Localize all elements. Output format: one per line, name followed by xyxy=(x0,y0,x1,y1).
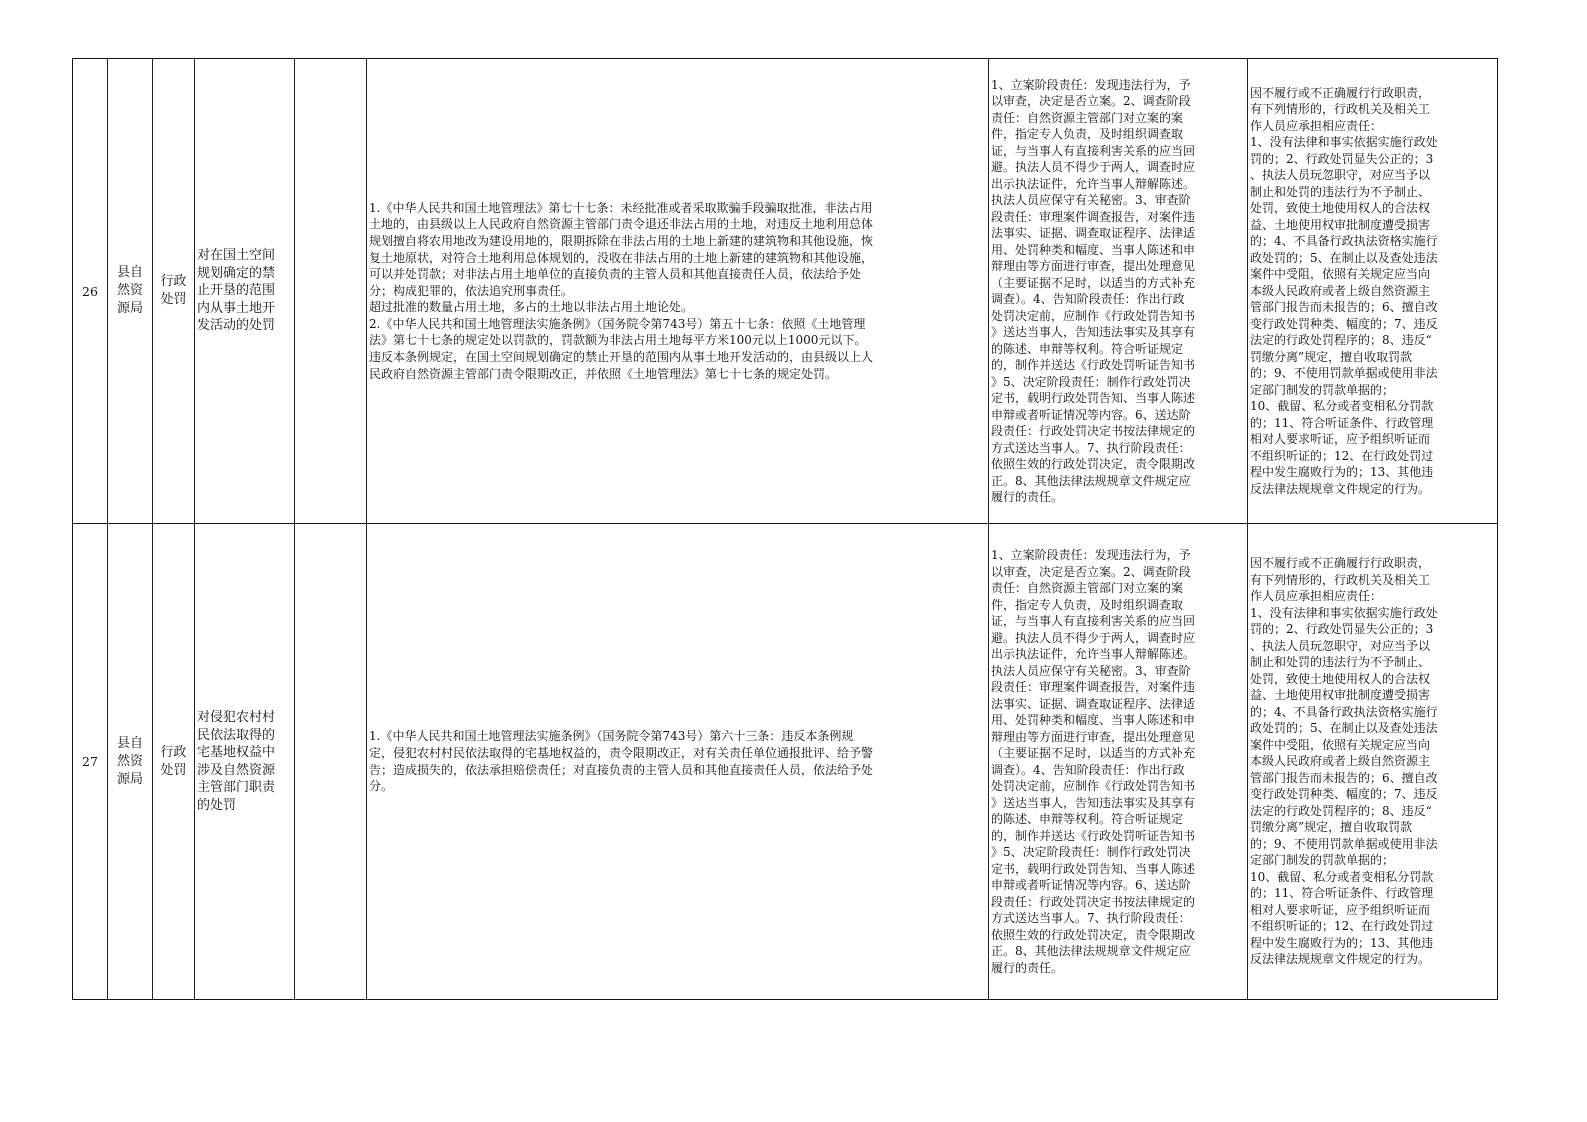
legal-basis-cell xyxy=(367,524,989,1000)
item-name-cell xyxy=(195,59,295,524)
power-type-text: 行政 处罚 xyxy=(160,274,187,307)
empty-cell xyxy=(295,524,367,1000)
accountability-text: 因不履行或不正确履行行政职责， 有下列情形的，行政机关及相关工 作人员应承担相应责任： 1、没有法律和事实依据实施行政处 罚的；2、行政处罚显失公正的；3 、执法人员玩忽职守，对应当予以 制止和处罚的违法行为不予制止、 处罚，致使土地使用权人的合法权 益、土地使用权审批制度遭受损害 的；4、不具备行政执法资格实施行 政处罚的；5、在制止以及查处违法 案件中受阻，依照有关规定应当向 本级人民政府或者上级自然资源主 管部门报告而未报告的；6、擅自改 变行政处罚种类、幅度的；7、违反 法定的行政处罚程序的；8、违反“ 罚缴分离”规定，擅自收取罚款 的；9、不使用罚款单据或使用非法 定部门制发的罚款单据的； 10、截留、私分或者变相私分罚款 的；11、符合听证条件、行政管理 相对人要求听证，应予组织听证而 不组织听证的；12、在行政处罚过 程中发生腐败行为的；13、其他违 反法律法规规章文件规定的行为。 xyxy=(1250,85,1438,496)
accountability-cell xyxy=(1248,59,1498,524)
item-name-text: 对在国土空间 规划确定的禁 止开垦的范围 内从事土地开 发活动的处罚 xyxy=(197,248,276,334)
item-name-cell xyxy=(195,524,295,1000)
row-number-cell xyxy=(73,524,108,1000)
department-text: 县自 然资 源局 xyxy=(116,265,143,316)
accountability-cell xyxy=(1248,524,1498,1000)
department-cell xyxy=(108,59,153,524)
empty-cell xyxy=(295,59,367,524)
legal-basis-cell xyxy=(367,59,989,524)
table-row xyxy=(73,59,1498,524)
power-type-cell xyxy=(153,524,195,1000)
row-number-cell xyxy=(73,59,108,524)
power-list-sheet xyxy=(72,58,1497,1000)
responsibility-cell xyxy=(989,524,1248,1000)
power-type-cell xyxy=(153,59,195,524)
row-number: 27 xyxy=(82,754,98,769)
table-row xyxy=(73,524,1498,1000)
row-number: 26 xyxy=(82,283,98,299)
accountability-text: 因不履行或不正确履行行政职责， 有下列情形的，行政机关及相关工 作人员应承担相应责任： 1、没有法律和事实依据实施行政处 罚的；2、行政处罚显失公正的；3 、执法人员玩忽职守，对应当予以 制止和处罚的违法行为不予制止、 处罚，致使土地使用权人的合法权 益、土地使用权审批制度遭受损害 的；4、不具备行政执法资格实施行 政处罚的；5、在制止以及查处违法 案件中受阻，依照有关规定应当向 本级人民政府或者上级自然资源主 管部门报告而未报告的；6、擅自改 变行政处罚种类、幅度的；7、违反 法定的行政处罚程序的；8、违反“ 罚缴分离”规定，擅自收取罚款 的；9、不使用罚款单据或使用非法 定部门制发的罚款单据的； 10、截留、私分或者变相私分罚款 的；11、符合听证条件、行政管理 相对人要求听证，应予组织听证而 不组织听证的；12、在行政处罚过 程中发生腐败行为的；13、其他违 反法律法规规章文件规定的行为。 xyxy=(1250,556,1438,967)
responsibility-text: 1、立案阶段责任：发现违法行为，予 以审查，决定是否立案。2、调查阶段 责任：自然资源主管部门对立案的案 件，指定专人负责，及时组织调查取 证，与当事人有直接利害关系的应当回 避。执法人员不得少于两人，调查时应 出示执法证件，允许当事人辩解陈述。 执法人员应保守有关秘密。3、审查阶 段责任：审理案件调查报告，对案件违 法事实、证据、调查取证程序、法律适 用、处罚种类和幅度、当事人陈述和申 辩理由等方面进行审查，提出处理意见 （主要证据不足时，以适当的方式补充 调查）。4、告知阶段责任：作出行政 处罚决定前，应制作《行政处罚告知书 》送达当事人，告知违法事实及其享有 的陈述、申辩等权利。符合听证规定 的，制作并送达《行政处罚听证告知书 》5、决定阶段责任：制作行政处罚决 定书，载明行政处罚告知、当事人陈述 申辩或者听证情况等内容。6、送达阶 段责任：行政处罚决定书按法律规定的 方式送达当事人。7、执行阶段责任： 依照生效的行政处罚决定，责令限期改 正。8、其他法律法规规章文件规定应 履行的责任。 xyxy=(991,77,1196,504)
power-list-table xyxy=(72,58,1498,1000)
legal-basis-text: 1.《中华人民共和国土地管理法实施条例》（国务院令第743号）第六十三条：违反本条例规 定，侵犯农村村民依法取得的宅基地权益的，责令限期改正，对有关责任单位通报批评、给予警 告；造成损失的，依法承担赔偿责任；对直接负责的主管人员和其他直接责任人员，依法给予处 分。 xyxy=(369,729,874,794)
power-type-text: 行政 处罚 xyxy=(160,744,187,778)
responsibility-text: 1、立案阶段责任：发现违法行为，予 以审查，决定是否立案。2、调查阶段 责任：自然资源主管部门对立案的案 件，指定专人负责，及时组织调查取 证，与当事人有直接利害关系的应当回 避。执法人员不得少于两人，调查时应 出示执法证件，允许当事人辩解陈述。 执法人员应保守有关秘密。3、审查阶 段责任：审理案件调查报告，对案件违 法事实、证据、调查取证程序、法律适 用、处罚种类和幅度、当事人陈述和申 辩理由等方面进行审查，提出处理意见 （主要证据不足时，以适当的方式补充 调查）。4、告知阶段责任：作出行政 处罚决定前，应制作《行政处罚告知书 》送达当事人，告知违法事实及其享有 的陈述、申辩等权利。符合听证规定 的，制作并送达《行政处罚听证告知书 》5、决定阶段责任：制作行政处罚决 定书，载明行政处罚告知、当事人陈述 申辩或者听证情况等内容。6、送达阶 段责任：行政处罚决定书按法律规定的 方式送达当事人。7、执行阶段责任： 依照生效的行政处罚决定，责令限期改 正。8、其他法律法规规章文件规定应 履行的责任。 xyxy=(991,548,1196,975)
legal-basis-text: 1.《中华人民共和国土地管理法》第七十七条：未经批准或者采取欺骗手段骗取批准，非法占用 土地的，由县级以上人民政府自然资源主管部门责令退还非法占用的土地，对违反土地利用总体 规划擅自将农用地改为建设用地的，限期拆除在非法占用的土地上新建的建筑物和其他设施，恢 复土地原状，对符合土地利用总体规划的，没收在非法占用的土地上新建的建筑物和其他设施， 可以并处罚款；对非法占用土地单位的直接负责的主管人员和其他直接责任人员，依法给予处 分；构成犯罪的，依法追究刑事责任。 超过批准的数量占用土地，多占的土地以非法占用土地论处。 2.《中华人民共和国土地管理法实施条例》（国务院令第743号）第五十七条：依照《土地管理 法》第七十七条的规定处以罚款的，罚款额为非法占用土地每平方米100元以上1000元以下。 违反本条例规定，在国土空间规划确定的禁止开垦的范围内从事土地开发活动的，由县级以上人 民政府自然资源主管部门责令限期改正，并依照《土地管理法》第七十七条的规定处罚。 xyxy=(369,200,874,381)
department-cell xyxy=(108,524,153,1000)
department-text: 县自 然资 源局 xyxy=(116,735,143,787)
item-name-text: 对侵犯农村村 民依法取得的 宅基地权益中 涉及自然资源 主管部门职责 的处罚 xyxy=(197,710,276,813)
responsibility-cell xyxy=(989,59,1248,524)
